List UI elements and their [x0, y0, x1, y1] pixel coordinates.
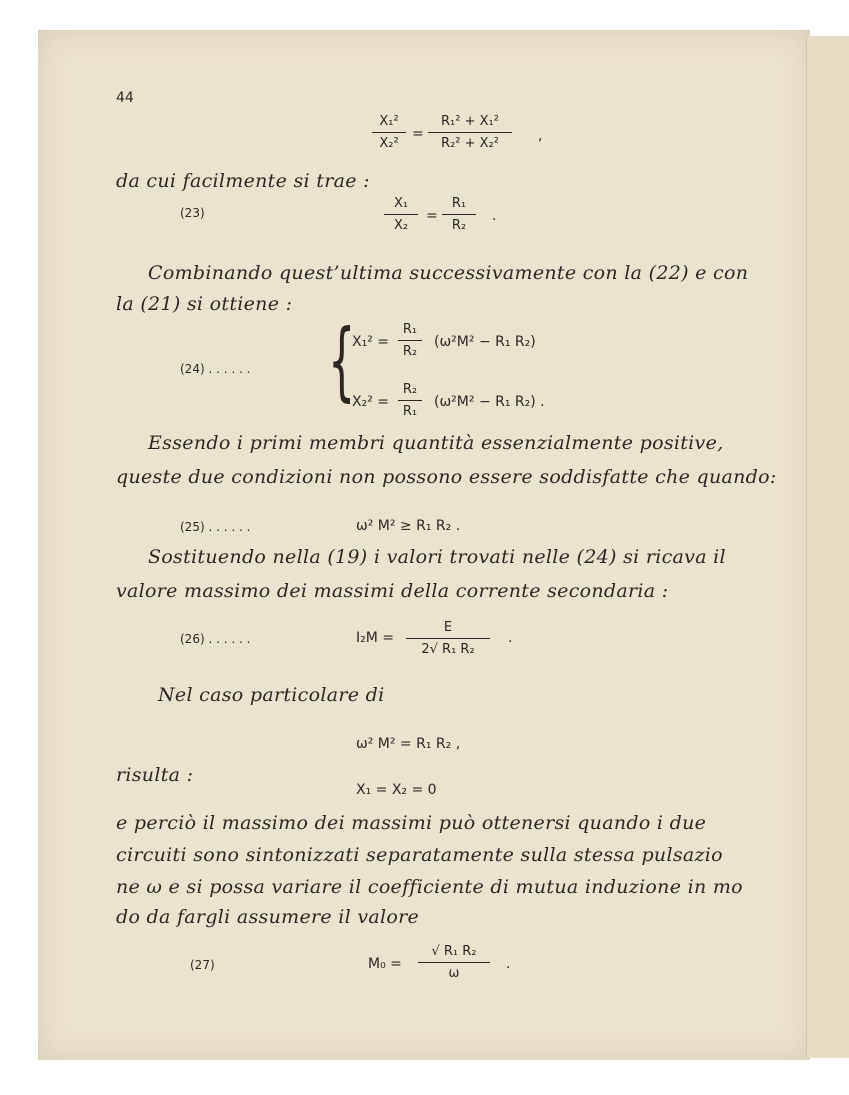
eq24-row2-rest: (ω²M² − R₁ R₂) .: [434, 394, 545, 410]
eq27-den: ω: [448, 966, 460, 981]
eq24-row2-den: R₁: [402, 404, 418, 419]
eq27-period: .: [506, 956, 511, 972]
eq27-label: (27): [190, 958, 215, 972]
fraction-bar: [398, 400, 422, 401]
eq23-rhs-den: R₂: [451, 218, 467, 233]
eq24-row2-lhs: X₂² =: [352, 394, 389, 410]
eq26-period: .: [508, 630, 513, 646]
para1-line2: la (21) si ottiene :: [116, 293, 293, 315]
eq24-label: (24) . . . . . .: [180, 362, 251, 376]
eq26-lhs: I₂M =: [356, 630, 395, 646]
page-edge: [806, 36, 849, 1058]
eq-ratio-lhs-den: X₂²: [379, 136, 399, 151]
eq23-period: .: [492, 208, 497, 224]
eq23-lhs: [384, 196, 418, 233]
text-risulta: risulta :: [116, 764, 194, 786]
page-number: 44: [116, 90, 134, 106]
para3-line1: Sostituendo nella (19) i valori trovati nelle (24) si ricava il: [148, 546, 726, 568]
eq26-num: E: [443, 620, 453, 635]
para2-line1: Essendo i primi membri quantità essenzialmente positive,: [148, 432, 724, 454]
eq-ratio-rhs: [428, 114, 512, 151]
para5-line1: e perciò il massimo dei massimi può ottenersi quando i due: [116, 812, 707, 834]
para5-line4: do da fargli assumere il valore: [116, 906, 420, 928]
eq26-frac: [406, 620, 490, 657]
para5-line2: circuiti sono sintonizzati separatamente sulla stessa pulsazio: [116, 844, 723, 866]
eq-ratio-lhs: [372, 114, 406, 151]
eq24-row1-den: R₂: [402, 344, 418, 359]
fraction-bar: [398, 340, 422, 341]
para4: Nel caso particolare di: [158, 684, 385, 706]
eq23-rhs-num: R₁: [451, 196, 467, 211]
eq24-row1-num: R₁: [402, 322, 418, 337]
eq24-row1-rest: (ω²M² − R₁ R₂): [434, 334, 536, 350]
eq-ratio-rhs-num: R₁² + X₁²: [441, 114, 499, 129]
eq26-den: 2√ R₁ R₂: [421, 642, 475, 657]
eq27-frac: [418, 944, 490, 981]
para5-line3: ne ω e si possa variare il coefficiente di mutua induzione in mo: [116, 876, 743, 898]
eq24-row1-frac: [398, 322, 422, 359]
text-da-cui: da cui facilmente si trae :: [116, 170, 370, 192]
eq-ratio-equals: =: [412, 126, 424, 142]
fraction-bar: [384, 214, 418, 215]
eq-x-zero: X₁ = X₂ = 0: [356, 782, 437, 798]
para3-line2: valore massimo dei massimi della corrente secondaria :: [116, 580, 669, 602]
eq23-lhs-den: X₂: [393, 218, 409, 233]
eq23-lhs-num: X₁: [393, 196, 409, 211]
eq25-label: (25) . . . . . .: [180, 520, 251, 534]
eq23-label: (23): [180, 206, 205, 220]
para1-line1: Combinando quest’ultima successivamente con la (22) e con: [148, 262, 749, 284]
eq25-expr: ω² M² ≥ R₁ R₂ .: [356, 518, 461, 534]
fraction-bar: [372, 132, 406, 133]
eq27-lhs: M₀ =: [368, 956, 402, 972]
eq-ratio-rhs-den: R₂² + X₂²: [441, 136, 499, 151]
eq-case: ω² M² = R₁ R₂ ,: [356, 736, 461, 752]
eq24-row2-frac: [398, 382, 422, 419]
para2-line2: queste due condizioni non possono essere soddisfatte che quando:: [116, 466, 777, 488]
fraction-bar: [428, 132, 512, 133]
eq23-equals: =: [426, 208, 438, 224]
eq26-label: (26) . . . . . .: [180, 632, 251, 646]
eq23-rhs: [442, 196, 476, 233]
fraction-bar: [406, 638, 490, 639]
eq27-num: √ R₁ R₂: [431, 944, 477, 959]
eq-ratio-comma: ,: [538, 128, 543, 144]
fraction-bar: [442, 214, 476, 215]
system-brace: {: [328, 311, 356, 411]
eq24-row2-num: R₂: [402, 382, 418, 397]
eq24-row1-lhs: X₁² =: [352, 334, 389, 350]
eq-ratio-lhs-num: X₁²: [379, 114, 399, 129]
fraction-bar: [418, 962, 490, 963]
